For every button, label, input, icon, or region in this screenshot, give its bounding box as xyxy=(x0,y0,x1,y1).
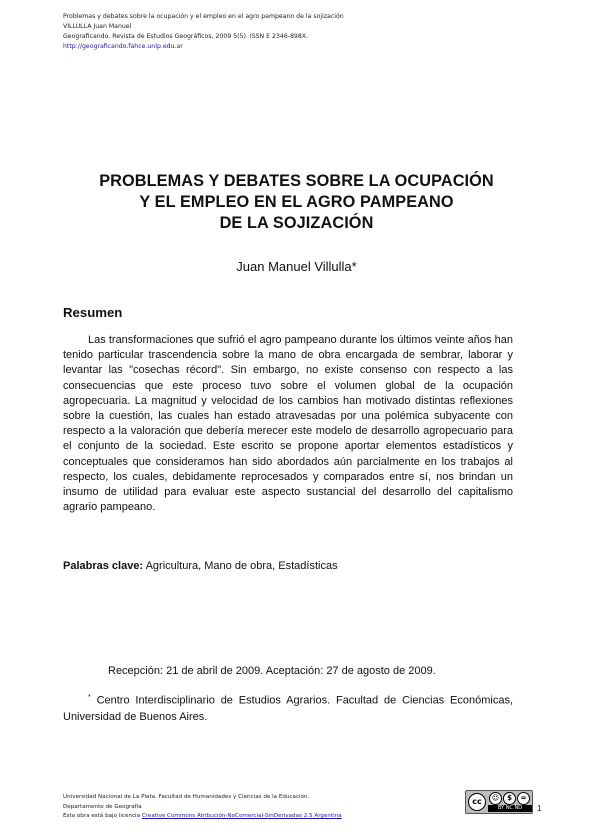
title-line-2: Y EL EMPLEO EN EL AGRO PAMPEANO xyxy=(139,193,454,211)
page-number: 1 xyxy=(537,804,542,813)
creative-commons-badge[interactable] xyxy=(465,790,533,814)
footnote-mark: * xyxy=(88,694,91,701)
footnote-text: Centro Interdisciplinario de Estudios Agrarios. Facultad de Ciencias Económicas, Universidad de Buenos Aires. xyxy=(63,694,513,723)
header-author: VILLULLA Juan Manuel xyxy=(63,23,132,30)
header-url-link[interactable]: http://geograficando.fahce.unlp.edu.ar xyxy=(63,43,183,50)
reception-dates: Recepción: 21 de abril de 2009. Aceptación: 27 de agosto de 2009. xyxy=(108,665,436,677)
title-line-3: DE LA SOJIZACIÓN xyxy=(219,214,374,232)
article-title xyxy=(40,171,553,234)
footer-department: Departamento de Geografía xyxy=(63,803,142,810)
author-footnote xyxy=(63,690,513,725)
abstract-text: Las transformaciones que sufrió el agro pampeano durante los últimos veinte años han tenido particular trascendencia sobre la mano de obra encargada de sembrar, laborar y levantar las "cosechas récord". Sin embargo, no existe consenso con respecto a las consecuencias que este proceso tuvo sobre el volumen global de la ocupación agropecuaria. La magnitud y velocidad de los cambios han motivado distintas reflexiones sobre la cuestión, las cuales han estado atravesadas por una polémica subyacente con respecto a la valoración que debería merecer este modelo de desarrollo agropecuario para el conjunto de la sociedad. Este escrito se propone aportar elementos estadísticos y conceptuales que consideramos han sido abordados aún parcialmente en los trabajos al respecto, los cuales, debidamente reprocesados y comparados entre sí, nos brindan un insumo de utilidad para evaluar este aspecto sustancial del desarrollo del capitalismo agrario pampeano. xyxy=(63,334,513,514)
footer-license-link[interactable]: Creative Commons Atribución-NoComercial-SinDerivadas 2.5 Argentina xyxy=(141,813,342,819)
cc-terms-strip: BY NC ND xyxy=(488,805,532,812)
noncommercial-icon: $ xyxy=(503,792,516,805)
keywords xyxy=(63,560,338,572)
keywords-label: Palabras clave: xyxy=(63,560,144,572)
author-name: Juan Manuel Villulla* xyxy=(236,259,357,274)
abstract-heading: Resumen xyxy=(63,305,123,320)
keywords-values: Agricultura, Mano de obra, Estadísticas xyxy=(145,560,338,572)
page-footer xyxy=(63,793,342,822)
attribution-icon: ☺ xyxy=(489,792,502,805)
header-journal: Geograficando. Revista de Estudios Geográficos, 2009 5(5). ISSN E 2346-898X. xyxy=(63,33,309,40)
title-line-1: PROBLEMAS Y DEBATES SOBRE LA OCUPACIÓN xyxy=(99,172,494,190)
footer-license-prefix: Esta obra está bajo licencia xyxy=(63,813,141,819)
header-article-title: Problemas y debates sobre la ocupación y el empleo en el agro pampeano de la sojización xyxy=(63,13,344,20)
noderivatives-icon: = xyxy=(517,792,530,805)
footer-university: Universidad Nacional de La Plata. Facultad de Humanidades y Ciencias de la Educación. xyxy=(63,794,310,800)
cc-logo-icon: cc xyxy=(468,793,486,811)
running-header xyxy=(63,12,344,52)
